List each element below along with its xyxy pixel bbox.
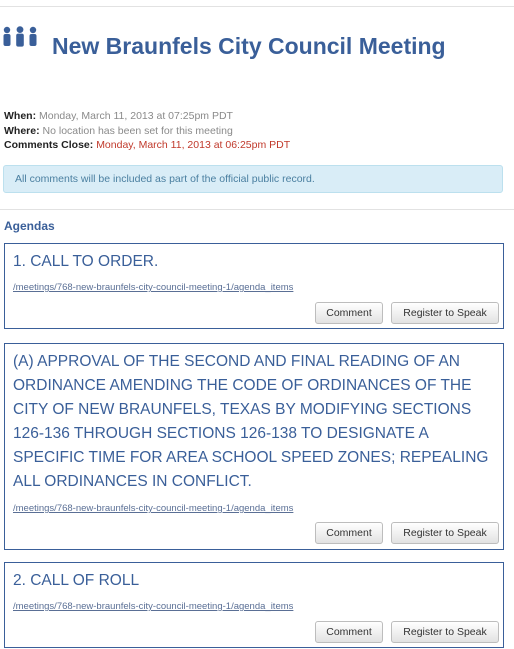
register-to-speak-button[interactable]: Register to Speak [391,302,499,324]
section-divider [0,209,514,210]
register-to-speak-button[interactable]: Register to Speak [391,522,499,544]
comment-button[interactable]: Comment [315,302,383,324]
where-row [4,124,290,139]
people-group-icon [2,26,38,54]
when-row [4,109,290,124]
when-label: When: [4,110,37,122]
where-value: No location has been set for this meeting [42,124,233,137]
agenda-item-title: (A) APPROVAL OF THE SECOND AND FINAL READING OF AN ORDINANCE AMENDING THE CODE OF ORDINANCES OF THE CITY OF NEW BRAUNFELS, TEXAS BY MODIFYING SECTIONS 126-136 THROUGH SECTIONS 126-138 TO DESIGNATE A SPECIFIC TIME FOR AREA SCHOOL SPEED ZONES; REPEALING ALL ORDINANCES IN CONFLICT. [13,353,489,490]
agenda-item-link[interactable]: /meetings/768-new-braunfels-city-council-meeting-1/agenda_items [13,503,294,514]
when-value: Monday, March 11, 2013 at 07:25pm PDT [39,110,233,122]
meeting-details [4,109,290,153]
where-label: Where: [4,124,40,137]
agenda-item-title: 2. CALL OF ROLL [13,572,140,589]
comments-close-value: Monday, March 11, 2013 at 06:25pm PDT [96,139,291,151]
comment-button[interactable]: Comment [315,621,383,643]
register-to-speak-button[interactable]: Register to Speak [391,621,499,643]
comments-close-row [4,138,290,153]
agenda-item [4,562,504,648]
agenda-item [4,243,504,329]
agenda-item-link[interactable]: /meetings/768-new-braunfels-city-council-meeting-1/agenda_items [13,282,294,293]
agenda-item [4,343,504,550]
top-divider [0,6,514,7]
page-title: New Braunfels City Council Meeting [52,33,446,59]
comment-button[interactable]: Comment [315,522,383,544]
agenda-item-title: 1. CALL TO ORDER. [13,253,159,270]
agenda-item-link[interactable]: /meetings/768-new-braunfels-city-council-meeting-1/agenda_items [13,601,294,612]
agendas-heading: Agendas [4,219,55,233]
public-record-notice: All comments will be included as part of the official public record. [3,165,503,193]
meeting-header [2,26,512,96]
comments-close-label: Comments Close: [4,139,94,151]
